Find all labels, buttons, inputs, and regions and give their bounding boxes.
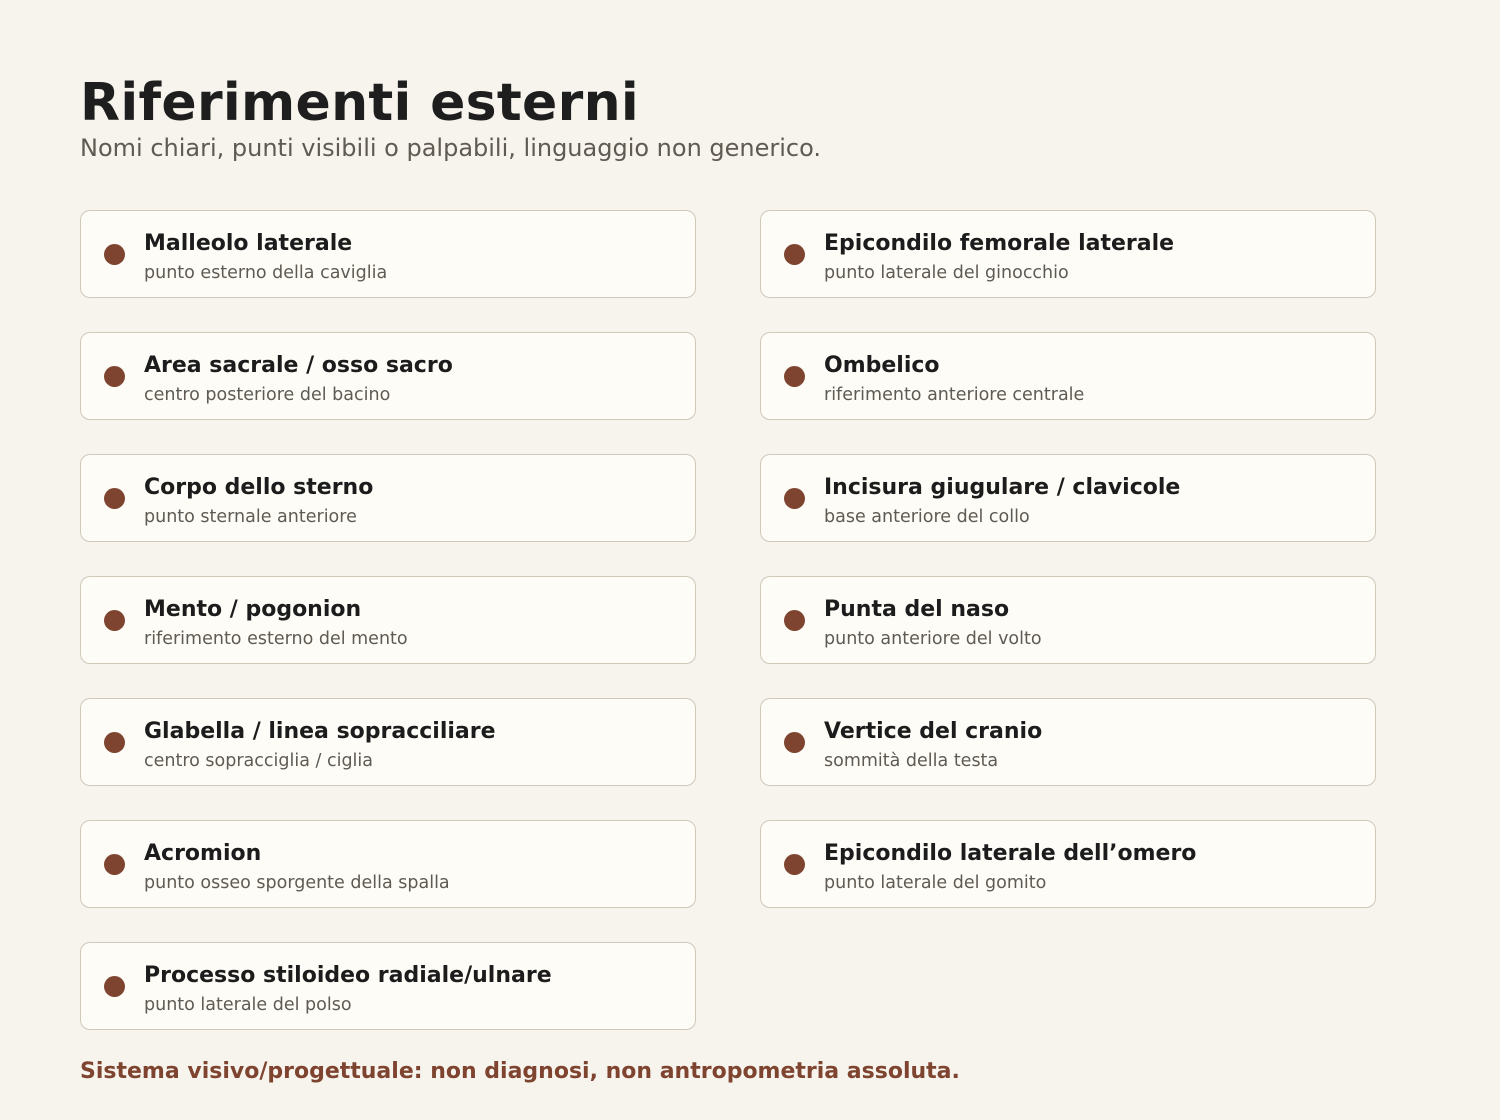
bullet-dot-icon — [104, 854, 125, 875]
landmark-card — [760, 576, 1376, 664]
bullet-dot-icon — [104, 732, 125, 753]
landmark-card — [760, 454, 1376, 542]
landmark-description: sommità della testa — [824, 751, 999, 771]
landmark-name: Mento / pogonion — [144, 597, 362, 622]
landmark-card — [760, 332, 1376, 420]
landmark-card — [760, 210, 1376, 298]
landmark-description: riferimento anteriore centrale — [824, 385, 1085, 405]
landmark-card — [80, 210, 696, 298]
page-subtitle: Nomi chiari, punti visibili o palpabili, linguaggio non generico. — [80, 134, 821, 162]
landmark-card — [760, 698, 1376, 786]
landmark-name: Punta del naso — [824, 597, 1010, 622]
landmark-card — [760, 820, 1376, 908]
landmark-name: Malleolo laterale — [144, 231, 353, 256]
footer-disclaimer: Sistema visivo/progettuale: non diagnosi, non antropometria assoluta. — [80, 1059, 960, 1084]
landmark-name: Incisura giugulare / clavicole — [824, 475, 1181, 500]
bullet-dot-icon — [104, 976, 125, 997]
landmark-description: punto laterale del ginocchio — [824, 263, 1069, 283]
landmark-card — [80, 820, 696, 908]
landmark-name: Area sacrale / osso sacro — [144, 353, 453, 378]
landmark-card — [80, 576, 696, 664]
landmark-description: base anteriore del collo — [824, 507, 1030, 527]
bullet-dot-icon — [104, 488, 125, 509]
landmark-description: punto osseo sporgente della spalla — [144, 873, 450, 893]
landmark-description: punto anteriore del volto — [824, 629, 1042, 649]
landmark-description: punto laterale del polso — [144, 995, 352, 1015]
bullet-dot-icon — [104, 610, 125, 631]
landmark-card — [80, 698, 696, 786]
landmark-name: Corpo dello sterno — [144, 475, 374, 500]
landmark-name: Epicondilo laterale dell’omero — [824, 841, 1197, 866]
page-title: Riferimenti esterni — [80, 73, 640, 133]
landmark-name: Acromion — [144, 841, 262, 866]
bullet-dot-icon — [784, 244, 805, 265]
landmark-name: Ombelico — [824, 353, 940, 378]
landmark-description: punto laterale del gomito — [824, 873, 1047, 893]
landmark-description: riferimento esterno del mento — [144, 629, 408, 649]
landmark-description: centro sopracciglia / ciglia — [144, 751, 373, 771]
landmark-name: Epicondilo femorale laterale — [824, 231, 1175, 256]
landmark-description: centro posteriore del bacino — [144, 385, 391, 405]
bullet-dot-icon — [104, 244, 125, 265]
bullet-dot-icon — [104, 366, 125, 387]
landmark-card — [80, 454, 696, 542]
landmark-description: punto sternale anteriore — [144, 507, 357, 527]
landmark-name: Glabella / linea sopracciliare — [144, 719, 496, 744]
landmark-name: Processo stiloideo radiale/ulnare — [144, 963, 552, 988]
landmark-description: punto esterno della caviglia — [144, 263, 388, 283]
landmark-card — [80, 942, 696, 1030]
bullet-dot-icon — [784, 610, 805, 631]
bullet-dot-icon — [784, 732, 805, 753]
landmark-card — [80, 332, 696, 420]
bullet-dot-icon — [784, 854, 805, 875]
bullet-dot-icon — [784, 488, 805, 509]
landmark-name: Vertice del cranio — [824, 719, 1043, 744]
bullet-dot-icon — [784, 366, 805, 387]
landmark-grid — [80, 210, 1376, 1030]
